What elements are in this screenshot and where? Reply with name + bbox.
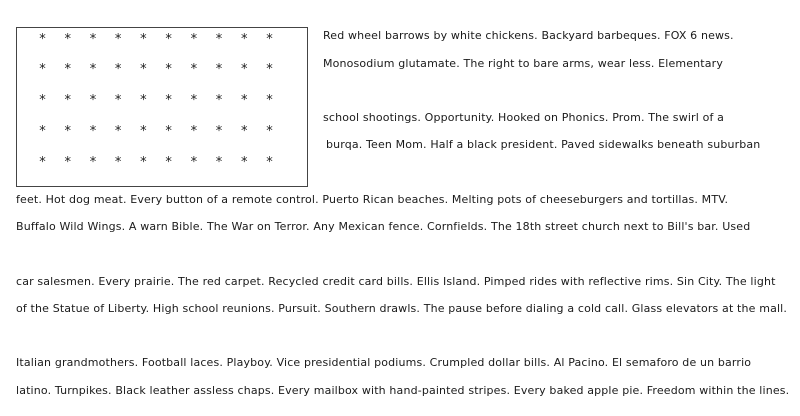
star-glyph: * — [215, 93, 223, 108]
text-line: Monosodium glutamate. The right to bare arms, wear less. Elementary — [323, 57, 723, 70]
star-glyph: * — [39, 62, 46, 77]
text-line: Italian grandmothers. Football laces. Playboy. Vice presidential podiums. Crumpled dollar bills. Al Pacino. El semaforo de un barrio — [16, 356, 752, 369]
star-glyph: * — [165, 124, 172, 139]
star-glyph: * — [190, 32, 198, 47]
star-glyph: * — [39, 32, 46, 47]
star-glyph: * — [165, 62, 172, 77]
text-line: burqa. Teen Mom. Half a black president. Paved sidewalks beneath suburban — [326, 138, 761, 151]
star-glyph: * — [89, 93, 97, 108]
star-glyph: * — [114, 62, 122, 77]
star-glyph: * — [114, 124, 122, 139]
star-glyph: * — [266, 32, 273, 47]
star-glyph: * — [64, 124, 71, 139]
star-glyph: * — [39, 155, 46, 170]
star-glyph: * — [190, 93, 198, 108]
star-row — [17, 63, 307, 76]
star-glyph: * — [89, 62, 97, 77]
star-field-box — [16, 27, 308, 187]
star-glyph: * — [114, 32, 122, 47]
text-line: school shootings. Opportunity. Hooked on Phonics. Prom. The swirl of a — [323, 111, 725, 124]
star-row — [17, 125, 307, 138]
star-glyph: * — [241, 124, 248, 139]
text-line: Red wheel barrows by white chickens. Backyard barbeques. FOX 6 news. — [323, 29, 734, 42]
text-line: feet. Hot dog meat. Every button of a remote control. Puerto Rican beaches. Melting pots of cheeseburgers and tortillas. MTV. — [16, 193, 729, 206]
star-glyph: * — [215, 32, 223, 47]
star-row — [17, 33, 307, 46]
star-glyph: * — [140, 62, 147, 77]
text-line: car salesmen. Every prairie. The red carpet. Recycled credit card bills. Ellis Island. Pimped rides with reflective rims. Sin City. The light — [16, 275, 776, 288]
star-glyph: * — [114, 155, 122, 170]
star-glyph: * — [266, 62, 273, 77]
star-glyph: * — [64, 155, 71, 170]
star-glyph: * — [39, 93, 46, 108]
star-glyph: * — [215, 62, 223, 77]
star-glyph: * — [215, 155, 223, 170]
text-line: Buffalo Wild Wings. A warn Bible. The War on Terror. Any Mexican fence. Cornfields. The 18th street church next to Bill's bar. Used — [16, 220, 751, 233]
star-glyph: * — [266, 93, 273, 108]
star-glyph: * — [241, 93, 248, 108]
star-glyph: * — [114, 93, 122, 108]
star-row — [17, 156, 307, 169]
star-glyph: * — [241, 32, 248, 47]
star-glyph: * — [140, 124, 147, 139]
star-glyph: * — [190, 62, 198, 77]
star-glyph: * — [64, 62, 71, 77]
star-glyph: * — [266, 155, 273, 170]
star-glyph: * — [64, 93, 71, 108]
star-glyph: * — [215, 124, 223, 139]
star-glyph: * — [64, 32, 71, 47]
star-glyph: * — [190, 124, 198, 139]
star-glyph: * — [89, 155, 97, 170]
text-line: of the Statue of Liberty. High school reunions. Pursuit. Southern drawls. The pause before dialing a cold call. Glass elevators at the mall. — [16, 302, 788, 315]
star-glyph: * — [140, 32, 147, 47]
star-glyph: * — [89, 32, 97, 47]
star-glyph: * — [266, 124, 273, 139]
star-glyph: * — [165, 155, 172, 170]
star-glyph: * — [165, 93, 172, 108]
star-glyph: * — [140, 93, 147, 108]
star-glyph: * — [241, 62, 248, 77]
star-glyph: * — [241, 155, 248, 170]
star-glyph: * — [165, 32, 172, 47]
star-row — [17, 94, 307, 107]
star-glyph: * — [39, 124, 46, 139]
star-glyph: * — [89, 124, 97, 139]
text-line: latino. Turnpikes. Black leather assless chaps. Every mailbox with hand-painted stripes. Every baked apple pie. Freedom within the lines. — [16, 384, 790, 397]
star-glyph: * — [190, 155, 198, 170]
star-glyph: * — [140, 155, 147, 170]
